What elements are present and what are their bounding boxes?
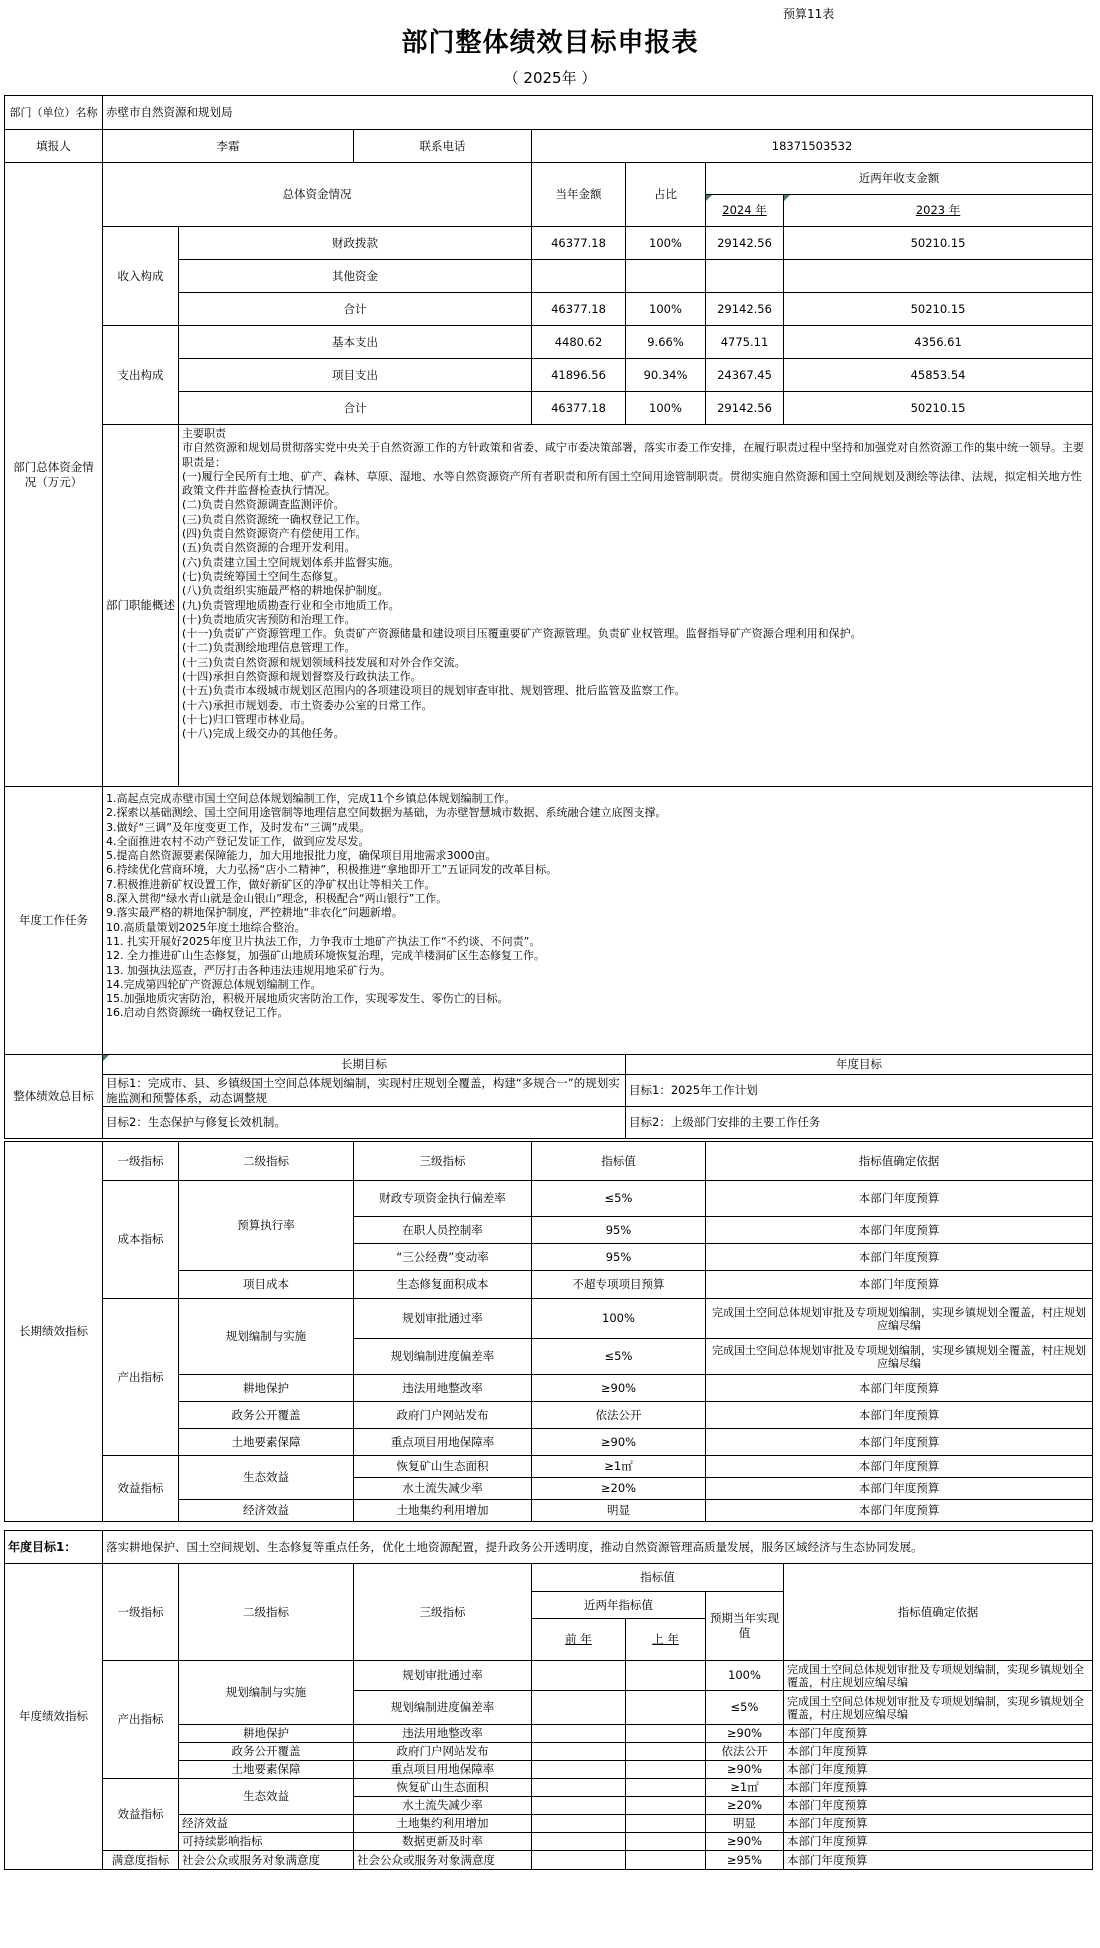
- duty-line: (五)负责自然资源的合理开发利用。: [182, 541, 356, 555]
- tasks-row: [5, 787, 1093, 1055]
- basis: 本部门年度预算: [784, 1833, 1093, 1851]
- basis: 本部门年度预算: [706, 1271, 1093, 1299]
- fund-name: 合计: [179, 293, 532, 326]
- a-hdr-level1: 一级指标: [103, 1564, 179, 1661]
- task-line: 1.高起点完成赤壁市国土空间总体规划编制工作，完成11个乡镇总体规划编制工作。: [106, 792, 516, 805]
- fund-2024: 29142.56: [706, 392, 784, 425]
- fund-current: 46377.18: [532, 227, 626, 260]
- l3: 财政专项资金执行偏差率: [354, 1181, 532, 1217]
- basis: 本部门年度预算: [706, 1429, 1093, 1456]
- task-line: 14.完成第四轮矿产资源总体规划编制工作。: [106, 977, 322, 991]
- fund-ratio: 100%: [626, 227, 706, 260]
- l3: “三公经费”变动率: [354, 1244, 532, 1271]
- fund-name: 项目支出: [179, 359, 532, 392]
- task-line: 2.探索以基础测绘、国土空间用途管制等地理信息空间数据为基础，为赤壁智慧城市数据、系统融合建立底图支撑。: [106, 806, 667, 820]
- hdr-value: 指标值: [532, 1142, 706, 1181]
- a-gov-open-label: 政务公开覆盖: [179, 1743, 354, 1761]
- value: 明显: [532, 1500, 706, 1522]
- table-row: [5, 1661, 1093, 1691]
- l3: 恢复矿山生态面积: [354, 1779, 532, 1797]
- duty-line: (十七)归口管理市林业局。: [182, 712, 312, 726]
- a-hdr-value: 指标值: [532, 1564, 784, 1592]
- table-row: [5, 1851, 1093, 1870]
- cost-label: 成本指标: [103, 1181, 179, 1299]
- funds-row: [5, 326, 1093, 359]
- long-header-row: [5, 1142, 1093, 1181]
- fund-2024: [706, 260, 784, 293]
- value: ≥90%: [532, 1375, 706, 1402]
- value: ≥90%: [532, 1429, 706, 1456]
- fund-2024: 29142.56: [706, 293, 784, 326]
- fund-ratio: [626, 260, 706, 293]
- fund-name: 财政拨款: [179, 227, 532, 260]
- basis: 本部门年度预算: [706, 1456, 1093, 1478]
- annual-header-row: [5, 1564, 1093, 1592]
- l3: 水土流失减少率: [354, 1797, 532, 1815]
- project-cost-label: 项目成本: [179, 1271, 354, 1299]
- annual-indicator-label: 年度绩效指标: [5, 1564, 103, 1870]
- econ-benefit-label: 经济效益: [179, 1500, 354, 1522]
- task-line: 3.做好“三调”及年度变更工作，及时发布“三调”成果。: [106, 820, 371, 834]
- expected: ≤5%: [706, 1691, 784, 1725]
- eco-benefit-label: 生态效益: [179, 1456, 354, 1500]
- duty-line: (二)负责自然资源调查监测评价。: [182, 498, 345, 512]
- duties-row: [5, 425, 1093, 787]
- a-hdr-level3: 三级指标: [354, 1564, 532, 1661]
- fund-2023: 4356.61: [784, 326, 1093, 359]
- fund-current: [532, 260, 626, 293]
- annual-goal-1: 目标1：2025年工作计划: [626, 1075, 1093, 1107]
- fund-ratio: 9.66%: [626, 326, 706, 359]
- l3: 重点项目用地保障率: [354, 1429, 532, 1456]
- fund-name: 合计: [179, 392, 532, 425]
- funds-header-recent: 近两年收支金额: [706, 163, 1093, 195]
- value: 100%: [532, 1299, 706, 1339]
- duty-line: (十四)承担自然资源和规划督察及行政执法工作。: [182, 670, 422, 684]
- l3: 恢复矿山生态面积: [354, 1456, 532, 1478]
- expected: ≥90%: [706, 1761, 784, 1779]
- fund-current: 4480.62: [532, 326, 626, 359]
- land-supply-label: 土地要素保障: [179, 1429, 354, 1456]
- expected: ≥90%: [706, 1833, 784, 1851]
- annual-goal-text: 落实耕地保护、国土空间规划、生态修复等重点任务，优化土地资源配置，提升政务公开透明度，推动自然资源管理高质量发展，服务区域经济与生态协同发展。: [103, 1531, 1093, 1564]
- value: ≤5%: [532, 1181, 706, 1217]
- duties-label: 部门职能概述: [103, 425, 179, 787]
- task-line: 7.积极推进新矿权设置工作，做好新矿区的净矿权出让等相关工作。: [106, 877, 436, 891]
- duty-line: (四)负责自然资源资产有偿使用工作。: [182, 527, 367, 541]
- value: ≤5%: [532, 1339, 706, 1375]
- filler-row: [5, 130, 1093, 163]
- task-line: 6.持续优化营商环境，大力弘扬“店小二精神”，积极推进“拿地即开工”五证同发的改革目标。: [106, 863, 558, 877]
- page-title: 部门整体绩效目标申报表: [401, 28, 699, 58]
- basis: 完成国土空间总体规划审批及专项规划编制，实现乡镇规划全覆盖，村庄规划应编尽编: [784, 1661, 1093, 1691]
- task-line: 11. 扎实开展好2025年度卫片执法工作，力争我市土地矿产执法工作“不约谈、不问责”。: [106, 934, 541, 948]
- unit-row: [5, 96, 1093, 130]
- goal-row: [5, 1075, 1093, 1107]
- a-output-label: 产出指标: [103, 1661, 179, 1779]
- expected: 100%: [706, 1661, 784, 1691]
- funds-header-ratio: 占比: [626, 163, 706, 227]
- basis: 本部门年度预算: [706, 1375, 1093, 1402]
- budget-exec-label: 预算执行率: [179, 1181, 354, 1271]
- funds-header-row: [5, 163, 1093, 195]
- fund-2024: 4775.11: [706, 326, 784, 359]
- year-2023: 2023 年: [915, 203, 961, 217]
- basis: 本部门年度预算: [784, 1851, 1093, 1870]
- a-hdr-prev: 前 年: [565, 1632, 592, 1646]
- basis: 本部门年度预算: [706, 1500, 1093, 1522]
- value: 95%: [532, 1217, 706, 1244]
- duty-line: (十)负责地质灾害预防和治理工作。: [182, 612, 356, 626]
- sheet-tag: 预算11表: [783, 7, 835, 21]
- farmland-label: 耕地保护: [179, 1375, 354, 1402]
- fund-name: 其他资金: [179, 260, 532, 293]
- phone-label: 联系电话: [354, 130, 532, 163]
- fund-2023: 45853.54: [784, 359, 1093, 392]
- goal-header-row: [5, 1055, 1093, 1075]
- value: 不超专项项目预算: [532, 1271, 706, 1299]
- duty-line: (三)负责自然资源统一确权登记工作。: [182, 512, 367, 526]
- duty-line: (十二)负责测绘地理信息管理工作。: [182, 641, 356, 655]
- l3: 水土流失减少率: [354, 1478, 532, 1500]
- long-goal-header: 长期目标: [103, 1055, 626, 1075]
- duty-line: (十六)承担市规划委、市土资委办公室的日常工作。: [182, 698, 433, 712]
- value: 95%: [532, 1244, 706, 1271]
- planning-label: 规划编制与实施: [179, 1299, 354, 1375]
- funds-header-current: 当年金额: [532, 163, 626, 227]
- l3: 土地集约利用增加: [354, 1815, 532, 1833]
- duty-line: 市自然资源和规划局贯彻落实党中央关于自然资源工作的方针政策和省委、咸宁市委决策部署，落实市委工作安排，在履行职责过程中坚持和加强党对自然资源工作的集中统一领导。主要职责是：: [182, 441, 1084, 469]
- basis: 本部门年度预算: [784, 1761, 1093, 1779]
- duty-line: (九)负责管理地质勘查行业和全市地质工作。: [182, 598, 400, 612]
- a-public-sat-label: 社会公众或服务对象满意度: [179, 1851, 354, 1870]
- fund-ratio: 100%: [626, 392, 706, 425]
- l3: 违法用地整改率: [354, 1375, 532, 1402]
- a-hdr-level2: 二级指标: [179, 1564, 354, 1661]
- a-hdr-basis: 指标值确定依据: [784, 1564, 1093, 1661]
- basis: 本部门年度预算: [784, 1779, 1093, 1797]
- basis: 完成国土空间总体规划审批及专项规划编制，实现乡镇规划全覆盖，村庄规划应编尽编: [706, 1339, 1093, 1375]
- expected: 明显: [706, 1815, 784, 1833]
- annual-goal-row: [5, 1531, 1093, 1564]
- value: 依法公开: [532, 1402, 706, 1429]
- duty-line: (十三)负责自然资源和规划领域科技发展和对外合作交流。: [182, 655, 466, 669]
- tasks-body: [103, 787, 1093, 1055]
- a-satisfaction-label: 满意度指标: [103, 1851, 179, 1870]
- a-hdr-recent: 近两年指标值: [532, 1592, 706, 1619]
- duty-line: (十一)负责矿产资源管理工作。负责矿产资源储量和建设项目压覆重要矿产资源管理。负责矿业权管理。监督指导矿产资源合理利用和保护。: [182, 627, 862, 641]
- task-line: 16.启动自然资源统一确权登记工作。: [106, 1006, 289, 1020]
- l3: 重点项目用地保障率: [354, 1761, 532, 1779]
- basis: 本部门年度预算: [784, 1743, 1093, 1761]
- task-line: 4.全面推进农村不动产登记发证工作，做到应发尽发。: [106, 834, 370, 848]
- filler-name: 李霜: [103, 130, 354, 163]
- benefit-label: 效益指标: [103, 1456, 179, 1522]
- expense-label: 支出构成: [103, 326, 179, 425]
- fund-current: 41896.56: [532, 359, 626, 392]
- basis: 本部门年度预算: [706, 1217, 1093, 1244]
- basis: 完成国土空间总体规划审批及专项规划编制，实现乡镇规划全覆盖，村庄规划应编尽编: [706, 1299, 1093, 1339]
- duty-line: (十五)负责市本级城市规划区范围内的各项建设项目的规划审查审批、规划管理、批后监管及监察工作。: [182, 684, 686, 698]
- goal-row: [5, 1107, 1093, 1139]
- task-line: 10.高质量策划2025年度土地综合整治。: [106, 920, 306, 934]
- basis: 本部门年度预算: [706, 1478, 1093, 1500]
- task-line: 9.落实最严格的耕地保护制度，严控耕地“非农化”问题新增。: [106, 906, 403, 920]
- duty-line: (八)负责组织实施最严格的耕地保护制度。: [182, 584, 389, 598]
- l3: 数据更新及时率: [354, 1833, 532, 1851]
- l3: 土地集约利用增加: [354, 1500, 532, 1522]
- table-row: [5, 1456, 1093, 1478]
- table-row: [5, 1779, 1093, 1797]
- fund-2024: 29142.56: [706, 227, 784, 260]
- annual-indicator-table: [4, 1530, 1093, 1870]
- task-line: 13. 加强执法巡查，严厉打击各种违法违规用地采矿行为。: [106, 963, 391, 977]
- long-indicator-table: [4, 1141, 1093, 1522]
- basis: 本部门年度预算: [784, 1797, 1093, 1815]
- a-benefit-label: 效益指标: [103, 1779, 179, 1851]
- unit-value: 赤壁市自然资源和规划局: [103, 96, 1093, 130]
- duty-line: (十八)完成上级交办的其他任务。: [182, 727, 345, 741]
- l3: 规划编制进度偏差率: [354, 1339, 532, 1375]
- expected: ≥20%: [706, 1797, 784, 1815]
- a-hdr-expected: 预期当年实现值: [706, 1592, 784, 1661]
- annual-goal-2: 目标2：上级部门安排的主要工作任务: [626, 1107, 1093, 1139]
- expected: 依法公开: [706, 1743, 784, 1761]
- a-econ-benefit-label: 经济效益: [179, 1815, 354, 1833]
- task-line: 15.加强地质灾害防治，积极开展地质灾害防治工作，实现零发生、零伤亡的目标。: [106, 992, 509, 1006]
- l3: 违法用地整改率: [354, 1725, 532, 1743]
- hdr-level2: 二级指标: [179, 1142, 354, 1181]
- fund-current: 46377.18: [532, 293, 626, 326]
- funds-section-label: 部门总体资金情况（万元）: [5, 163, 103, 787]
- income-label: 收入构成: [103, 227, 179, 326]
- a-land-supply-label: 土地要素保障: [179, 1761, 354, 1779]
- basis: 本部门年度预算: [706, 1244, 1093, 1271]
- hdr-level1: 一级指标: [103, 1142, 179, 1181]
- a-planning-label: 规划编制与实施: [179, 1661, 354, 1725]
- l3: 规划审批通过率: [354, 1661, 532, 1691]
- a-hdr-last: 上 年: [652, 1632, 679, 1646]
- l3: 生态修复面积成本: [354, 1271, 532, 1299]
- fund-name: 基本支出: [179, 326, 532, 359]
- funds-header-overall: 总体资金情况: [103, 163, 532, 227]
- basis: 本部门年度预算: [706, 1402, 1093, 1429]
- fund-ratio: 90.34%: [626, 359, 706, 392]
- task-line: 5.提高自然资源要素保障能力，加大用地报批力度，确保项目用地需求3000亩。: [106, 849, 497, 863]
- gov-open-label: 政务公开覆盖: [179, 1402, 354, 1429]
- value: ≥1㎡: [532, 1456, 706, 1478]
- l3: 规划编制进度偏差率: [354, 1691, 532, 1725]
- l3: 在职人员控制率: [354, 1217, 532, 1244]
- duty-line: (七)负责统筹国土空间生态修复。: [182, 569, 345, 583]
- a-sustain-label: 可持续影响指标: [179, 1833, 354, 1851]
- expected: ≥95%: [706, 1851, 784, 1870]
- annual-goal-label: 年度目标1：: [5, 1531, 103, 1564]
- l3: 规划审批通过率: [354, 1299, 532, 1339]
- expected: ≥1㎡: [706, 1779, 784, 1797]
- duties-body: [179, 425, 1093, 787]
- fund-current: 46377.18: [532, 392, 626, 425]
- fund-2024: 24367.45: [706, 359, 784, 392]
- fund-2023: 50210.15: [784, 293, 1093, 326]
- a-eco-benefit-label: 生态效益: [179, 1779, 354, 1815]
- duty-line: (一)履行全民所有土地、矿产、森林、草原、湿地、水等自然资源资产所有者职责和所有国土空间用途管制职责。贯彻实施自然资源和国土空间规划及测绘等法律、法规，拟定相关地方性政策文件并监督检查执行情况。: [182, 469, 1082, 498]
- long-indicator-label: 长期绩效指标: [5, 1142, 103, 1522]
- fund-2023: 50210.15: [784, 227, 1093, 260]
- form-table-upper: [4, 95, 1093, 1139]
- a-farmland-label: 耕地保护: [179, 1725, 354, 1743]
- basis: 本部门年度预算: [706, 1181, 1093, 1217]
- task-line: 12. 全力推进矿山生态修复，加强矿山地质环境恢复治理，完成羊楼洞矿区生态修复工作。: [106, 949, 545, 963]
- hdr-basis: 指标值确定依据: [706, 1142, 1093, 1181]
- overall-goal-label: 整体绩效总目标: [5, 1055, 103, 1139]
- year-label: （ 2025年 ）: [503, 69, 597, 87]
- filler-label: 填报人: [5, 130, 103, 163]
- value: ≥20%: [532, 1478, 706, 1500]
- unit-label: 部门（单位）名称: [5, 96, 103, 130]
- fund-2023: 50210.15: [784, 392, 1093, 425]
- hdr-level3: 三级指标: [354, 1142, 532, 1181]
- duty-line: 主要职责: [182, 427, 226, 440]
- basis: 本部门年度预算: [784, 1725, 1093, 1743]
- table-row: [5, 1299, 1093, 1339]
- task-line: 8.深入贯彻“绿水青山就是金山银山”理念，积极配合“两山银行”工作。: [106, 892, 448, 906]
- long-goal-2: 目标2：生态保护与修复长效机制。: [103, 1107, 626, 1139]
- expected: ≥90%: [706, 1725, 784, 1743]
- duty-line: (六)负责建立国土空间规划体系并监督实施。: [182, 555, 400, 569]
- phone-value: 18371503532: [532, 130, 1093, 163]
- tasks-label: 年度工作任务: [5, 787, 103, 1055]
- long-goal-1: 目标1：完成市、县、乡镇级国土空间总体规划编制，实现村庄规划全覆盖，构建“多规合一”的规划实施监测和预警体系，动态调整规: [103, 1075, 626, 1107]
- basis: 完成国土空间总体规划审批及专项规划编制，实现乡镇规划全覆盖，村庄规划应编尽编: [784, 1691, 1093, 1725]
- basis: 本部门年度预算: [784, 1815, 1093, 1833]
- year-2024: 2024 年: [722, 203, 767, 217]
- annual-goal-header: 年度目标: [626, 1055, 1093, 1075]
- output-label: 产出指标: [103, 1299, 179, 1456]
- l3: 政府门户网站发布: [354, 1743, 532, 1761]
- table-row: [5, 1181, 1093, 1217]
- fund-ratio: 100%: [626, 293, 706, 326]
- l3: 社会公众或服务对象满意度: [354, 1851, 532, 1870]
- funds-row: [5, 227, 1093, 260]
- l3: 政府门户网站发布: [354, 1402, 532, 1429]
- fund-2023: [784, 260, 1093, 293]
